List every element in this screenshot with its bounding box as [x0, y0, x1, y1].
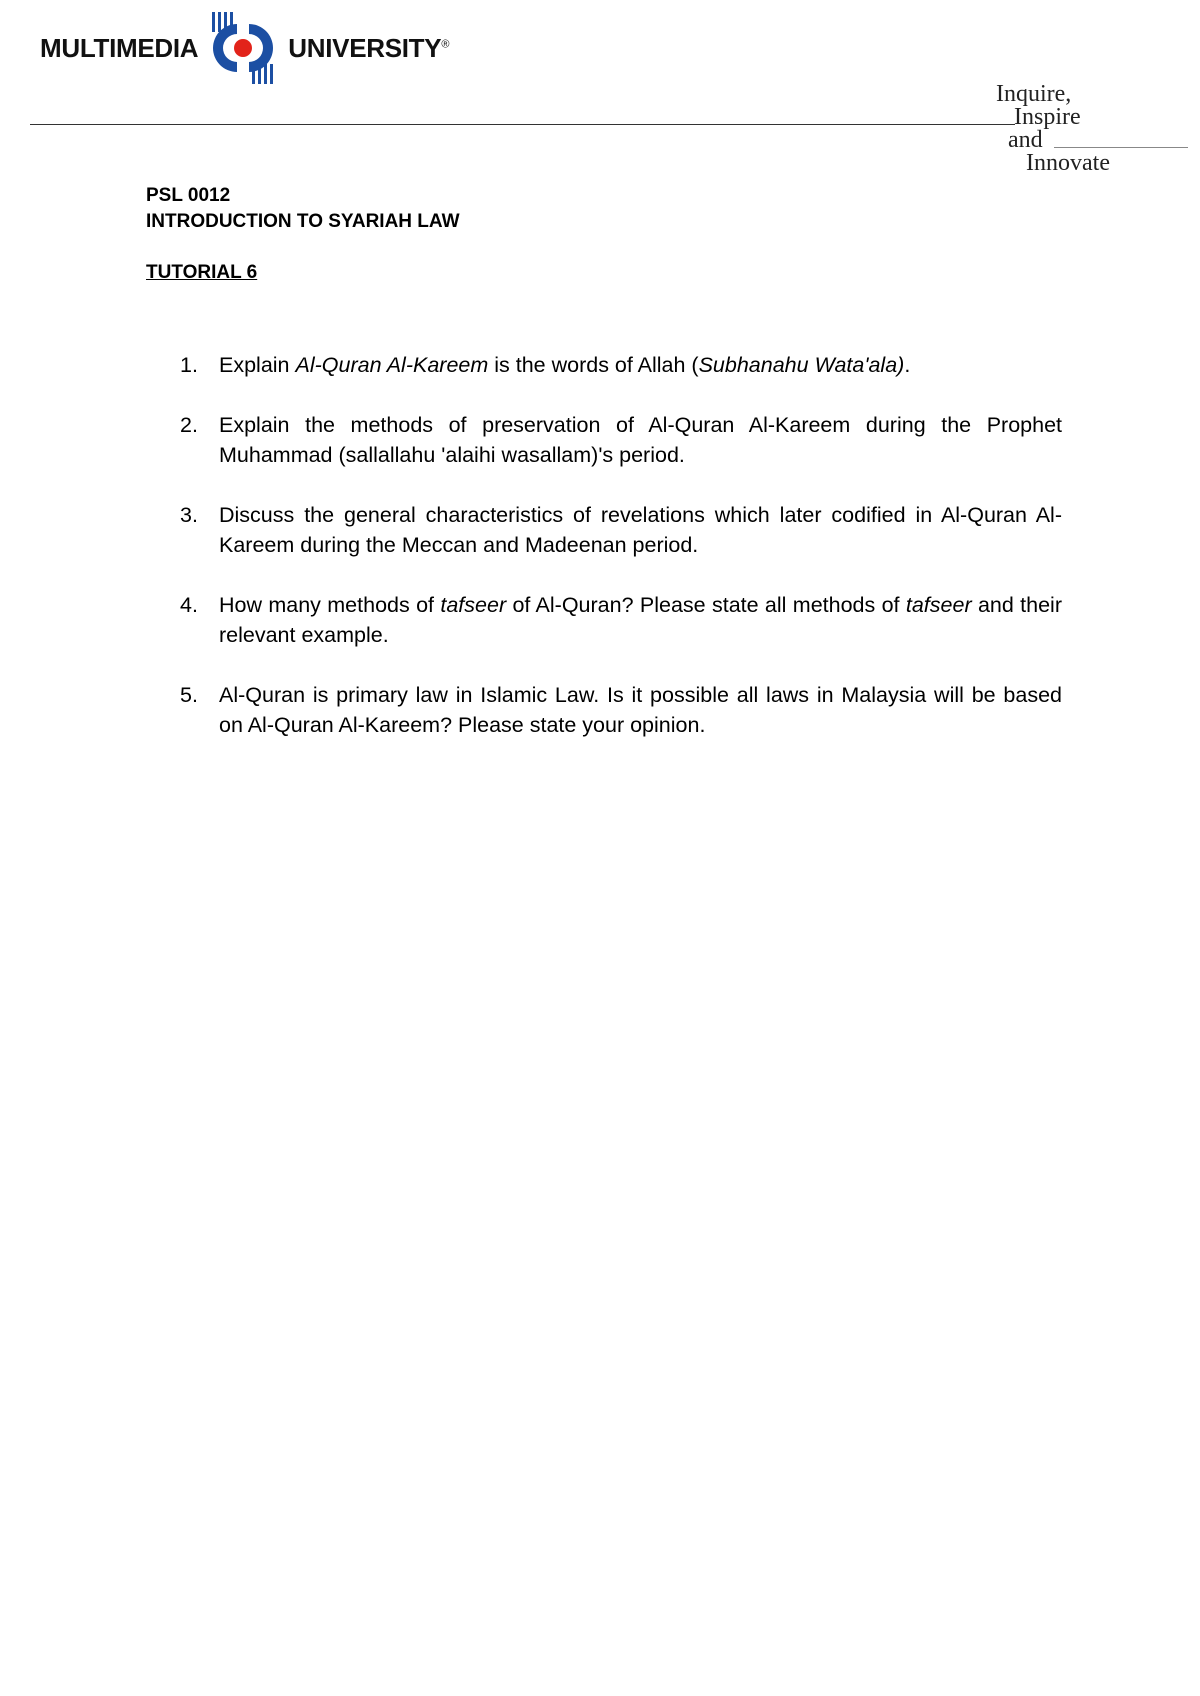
university-logo — [40, 12, 449, 84]
page-header — [0, 0, 1200, 175]
question-number: 2. — [180, 413, 198, 437]
course-heading — [146, 183, 460, 235]
logo-left-word: MULTIMEDIA — [40, 32, 199, 63]
tagline-divider — [1054, 147, 1188, 148]
mmu-emblem-icon — [204, 12, 282, 84]
university-tagline — [990, 82, 1190, 177]
question-text: Explain Al-Quran Al-Kareem is the words of Allah (Subhanahu Wata'ala). — [219, 353, 911, 377]
logo-right-word: UNIVERSITY® — [288, 32, 450, 63]
question-item — [180, 500, 1062, 560]
question-item — [180, 590, 1062, 650]
question-item — [180, 410, 1062, 470]
question-text: How many methods of tafseer of Al-Quran? Please state all methods of tafseer and their relevant example. — [219, 593, 1062, 647]
course-title: INTRODUCTION TO SYARIAH LAW — [146, 211, 460, 232]
tagline-line-1: Inquire, — [996, 81, 1072, 107]
question-item — [180, 680, 1062, 740]
course-code: PSL 0012 — [146, 185, 231, 206]
question-number: 4. — [180, 593, 198, 617]
header-divider — [30, 124, 1015, 125]
tutorial-title: TUTORIAL 6 — [146, 262, 258, 283]
question-list — [180, 350, 1062, 770]
question-number: 3. — [180, 503, 198, 527]
tagline-line-4: Innovate — [1026, 150, 1110, 176]
tagline-line-3: and — [1008, 127, 1043, 153]
question-text: Al-Quran is primary law in Islamic Law. Is it possible all laws in Malaysia will be based on Al-Quran Al-Kareem? Please state your opinion. — [219, 683, 1062, 737]
question-number: 1. — [180, 353, 198, 377]
question-item — [180, 350, 1062, 380]
tagline-line-2: Inspire — [1014, 104, 1081, 130]
question-number: 5. — [180, 683, 198, 707]
registered-mark: ® — [441, 37, 450, 50]
question-text: Discuss the general characteristics of revelations which later codified in Al-Quran Al-Kareem during the Meccan and Madeenan period. — [219, 503, 1062, 557]
question-text: Explain the methods of preservation of Al-Quran Al-Kareem during the Prophet Muhammad (sallallahu 'alaihi wasallam)'s period. — [219, 413, 1062, 467]
